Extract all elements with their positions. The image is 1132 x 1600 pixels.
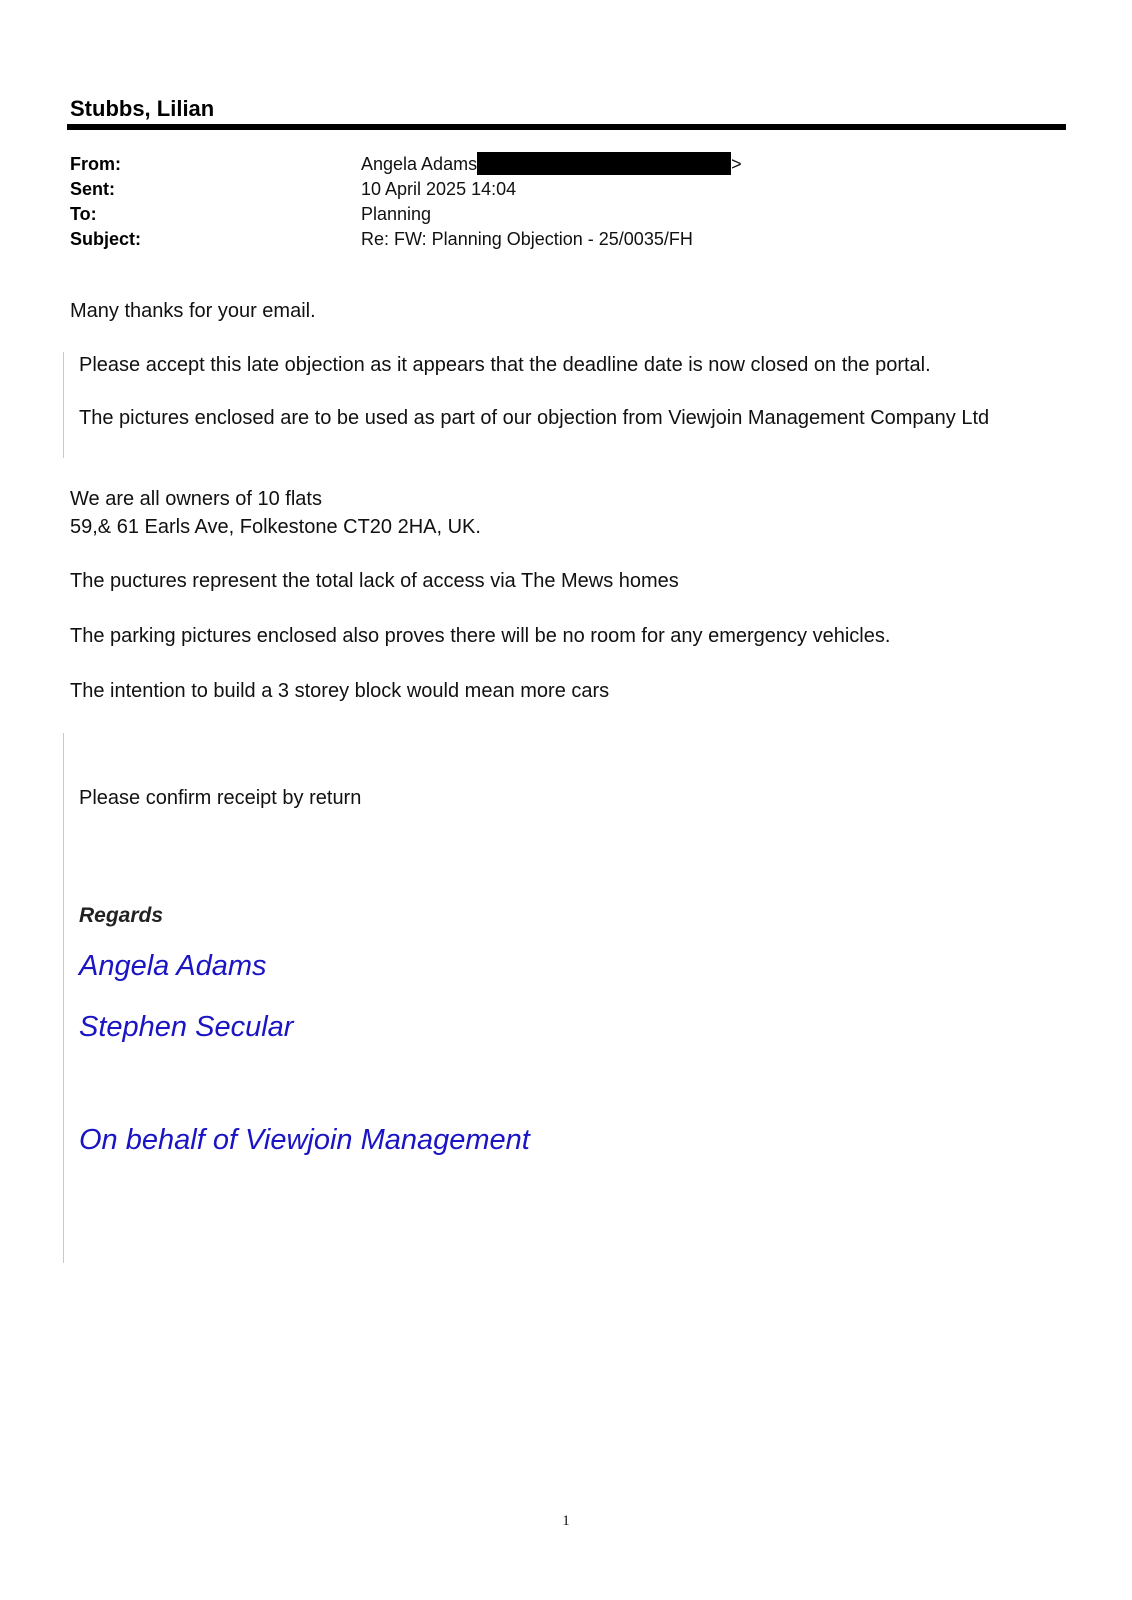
subject-value: Re: FW: Planning Objection - 25/0035/FH — [361, 229, 693, 249]
parking-line: The parking pictures enclosed also proves there will be no room for any emergency vehicles. — [70, 625, 891, 647]
sent-row — [70, 177, 742, 202]
mailbox-owner-name: Stubbs, Lilian — [70, 96, 215, 121]
greeting-text: Many thanks for your email. — [70, 300, 316, 322]
email-header — [70, 152, 742, 252]
regards-text: Regards — [79, 904, 164, 927]
from-suffix: > — [731, 154, 742, 174]
sent-value: 10 April 2025 14:04 — [361, 179, 517, 199]
subject-row — [70, 227, 742, 252]
to-value: Planning — [361, 204, 432, 224]
owners-line: We are all owners of 10 flats — [70, 488, 322, 510]
to-row — [70, 202, 742, 227]
page-number: 1 — [562, 1513, 570, 1529]
access-line: The puctures represent the total lack of access via The Mews homes — [70, 570, 679, 592]
from-label: From: — [70, 154, 121, 174]
signature-name-1: Angela Adams — [79, 950, 267, 982]
address-line: 59,& 61 Earls Ave, Folkestone CT20 2HA, UK. — [70, 516, 481, 538]
confirm-receipt-line: Please confirm receipt by return — [79, 787, 362, 809]
intention-line: The intention to build a 3 storey block would mean more cars — [70, 680, 610, 702]
signature-on-behalf: On behalf of Viewjoin Management — [79, 1124, 530, 1156]
to-label: To: — [70, 204, 97, 224]
redacted-email-address — [477, 152, 731, 175]
signature-name-2: Stephen Secular — [79, 1011, 294, 1043]
quoted-paragraph-2: The pictures enclosed are to be used as part of our objection from Viewjoin Management Company Ltd — [79, 407, 990, 429]
quoted-paragraph-1: Please accept this late objection as it appears that the deadline date is now closed on the portal. — [79, 354, 931, 376]
header-divider — [67, 124, 1066, 130]
subject-label: Subject: — [70, 229, 142, 249]
sent-label: Sent: — [70, 179, 115, 199]
from-row — [70, 152, 742, 177]
quote-bar-signature — [63, 733, 64, 1263]
from-name: Angela Adams — [361, 154, 478, 174]
from-value — [361, 152, 742, 177]
quote-bar-top — [63, 352, 64, 458]
